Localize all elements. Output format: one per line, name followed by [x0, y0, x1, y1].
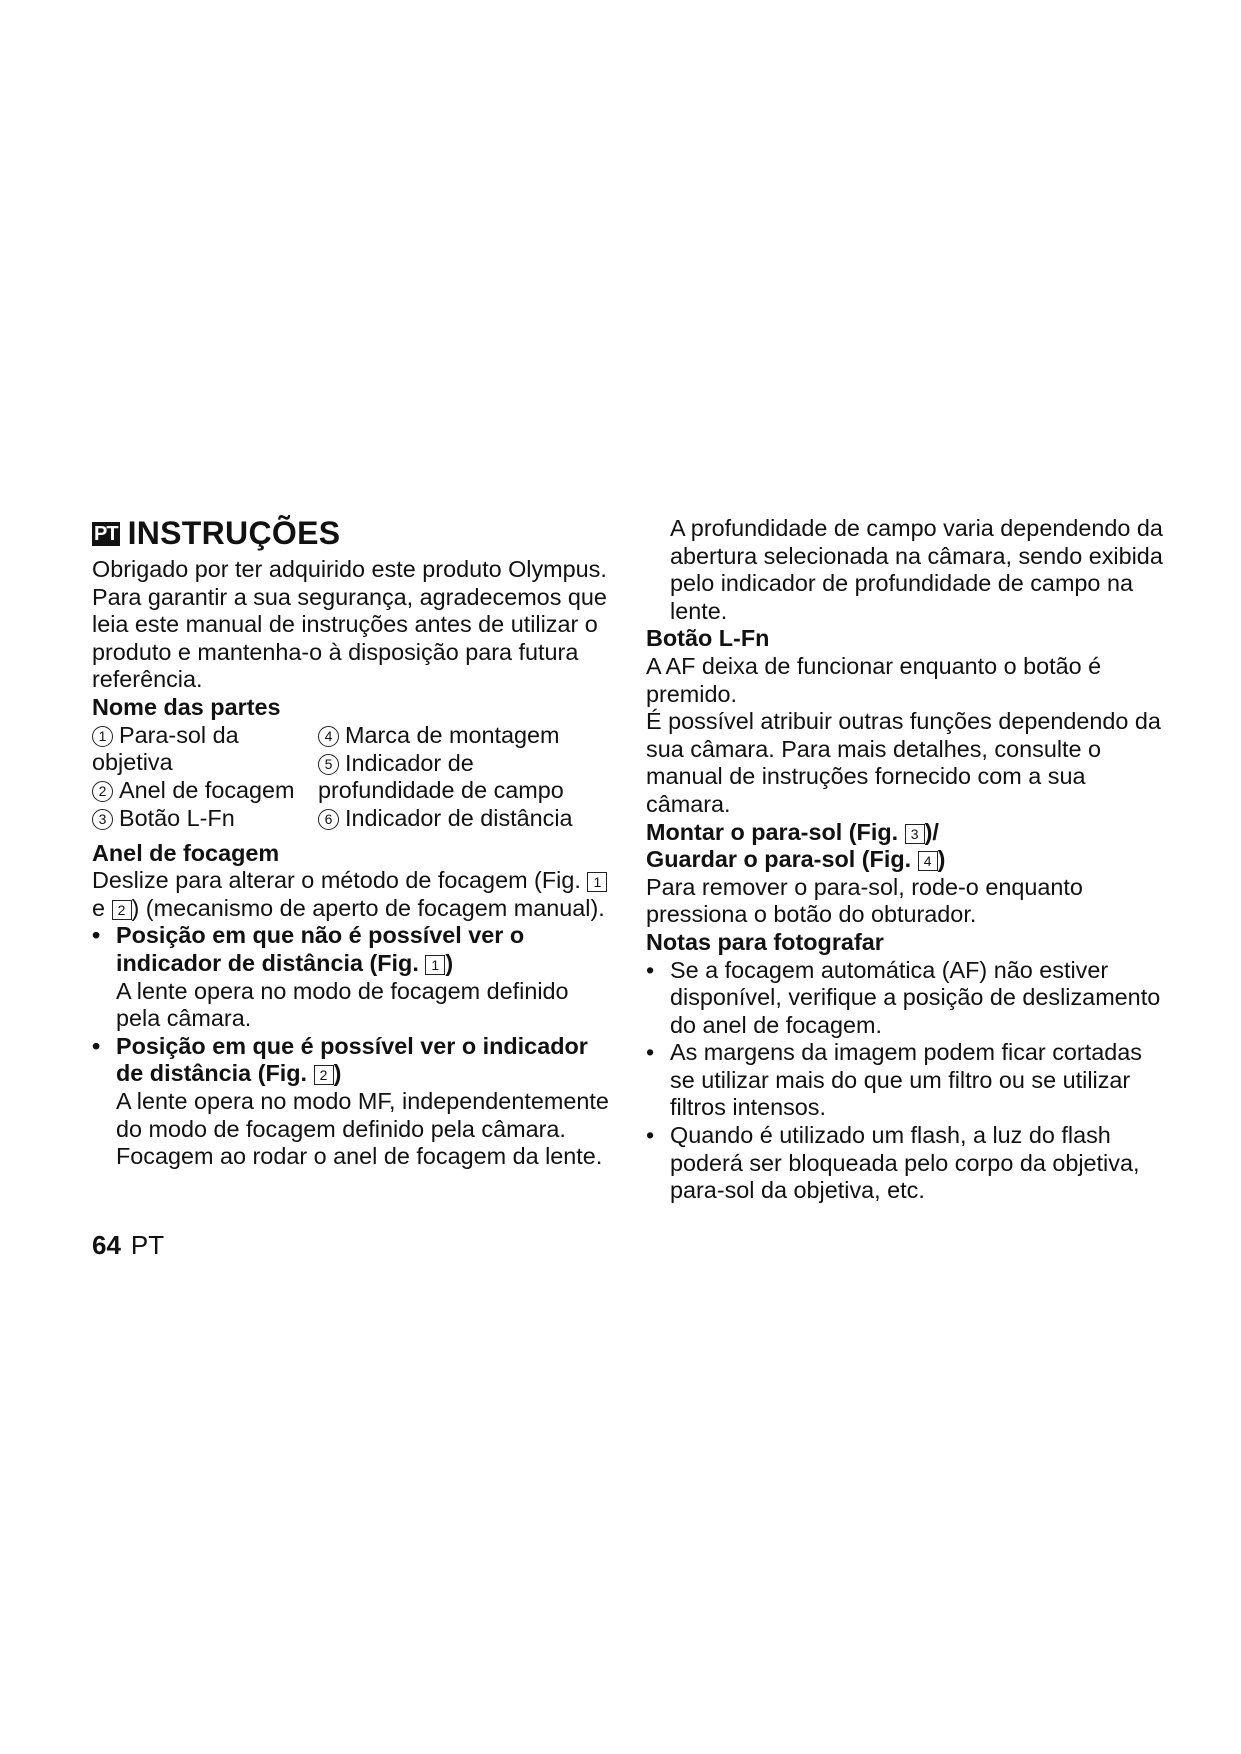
part-label: Indicador de profundidade de campo [318, 749, 564, 804]
part-item [92, 805, 307, 833]
language-badge: PT [94, 523, 118, 545]
part-number: 4 [318, 726, 339, 747]
page-title: INSTRUÇÕES [127, 515, 341, 552]
part-item [318, 750, 603, 805]
bullet-title: Posição em que é possível ver o indicador de distância (Fig. 2 ) [116, 1032, 588, 1087]
title-row [92, 514, 612, 554]
part-item [92, 777, 307, 805]
bullet-body: A lente opera no modo MF, independentemente do modo de focagem definido pela câmara. Focagem ao rodar o anel de focagem da lente. [116, 1087, 609, 1170]
part-number: 3 [92, 809, 113, 830]
lfn-text-2: É possível atribuir outras funções dependendo da sua câmara. Para mais detalhes, consulte o manual de instruções fornecido com a sua câmara. [646, 708, 1161, 817]
page-number: 64 [92, 1230, 121, 1260]
figure-ref: 2 [112, 900, 132, 920]
focus-ring-text-a: Deslize para alterar o método de focagem (Fig. [92, 867, 581, 894]
figure-ref: 4 [918, 851, 938, 871]
part-number: 1 [92, 726, 113, 747]
part-item [318, 722, 608, 750]
part-item [318, 805, 608, 833]
focus-bullet: • Posição em que não é possível ver o indicador de distância (Fig. 1 ) A lente opera no modo de focagem definido pela câmara. [92, 922, 612, 1032]
intro-text: Obrigado por ter adquirido este produto Olympus. Para garantir a sua segurança, agradecemos que leia este manual de instruções antes de utilizar o produto e mantenha-o à disposição para futura referência. [92, 556, 607, 693]
part-item [92, 722, 307, 777]
page-footer [92, 1230, 164, 1261]
part-label: Para-sol da objetiva [92, 721, 239, 776]
right-column [646, 515, 1166, 1205]
lfn-text-1: A AF deixa de funcionar enquanto o botão é premido. [646, 652, 1102, 707]
parts-heading: Nome das partes [92, 693, 281, 720]
bullet-title: Posição em que não é possível ver o indicador de distância (Fig. 1 ) [116, 922, 525, 976]
focus-bullet: • Posição em que é possível ver o indicador de distância (Fig. 2 ) A lente opera no modo MF, independentemente do modo de focagem definido pela câmara. Focagem ao rodar o anel de focagem da lente. [92, 1033, 612, 1171]
part-label: Marca de montagem [345, 721, 560, 748]
part-number: 6 [318, 809, 339, 830]
part-label: Indicador de distância [345, 804, 573, 831]
focus-ring-text [92, 867, 612, 922]
part-label: Botão L-Fn [119, 804, 235, 831]
notes-heading: Notas para fotografar [646, 928, 884, 955]
parts-list [92, 722, 612, 832]
lfn-heading: Botão L-Fn [646, 625, 770, 652]
focus-ring-heading: Anel de focagem [92, 839, 280, 866]
part-number: 5 [318, 754, 339, 775]
hood-heading-store: Guardar o para-sol (Fig. 4 ) [646, 846, 946, 873]
hood-text: Para remover o para-sol, rode-o enquanto pressiona o botão do obturador. [646, 873, 1083, 928]
left-column [92, 515, 612, 1171]
focus-ring-text-c: ) (mecanismo de aperto de focagem manual). [131, 894, 605, 921]
focus-ring-text-b: e [92, 894, 106, 921]
note-item: • Se a focagem automática (AF) não estiver disponível, verifique a posição de deslizamento do anel de focagem. [646, 956, 1161, 1038]
bullet-body: A lente opera no modo de focagem definido pela câmara. [116, 977, 569, 1032]
figure-ref: 2 [314, 1065, 334, 1085]
note-item: • Quando é utilizado um flash, a luz do flash poderá ser bloqueada pelo corpo da objetiva, para-sol da objetiva, etc. [646, 1122, 1140, 1204]
part-number: 2 [92, 781, 113, 802]
dof-text: A profundidade de campo varia dependendo da abertura selecionada na câmara, sendo exibida pelo indicador de profundidade de campo na lente. [670, 515, 1163, 624]
part-label: Anel de focagem [119, 776, 295, 803]
figure-ref: 1 [587, 872, 607, 892]
figure-ref: 1 [425, 955, 445, 975]
footer-lang: PT [130, 1230, 165, 1260]
figure-ref: 3 [905, 824, 925, 844]
note-item: • As margens da imagem podem ficar cortadas se utilizar mais do que um filtro ou se utilizar filtros intensos. [646, 1039, 1142, 1121]
hood-heading-mount: Montar o para-sol (Fig. 3 )/ [646, 818, 939, 845]
